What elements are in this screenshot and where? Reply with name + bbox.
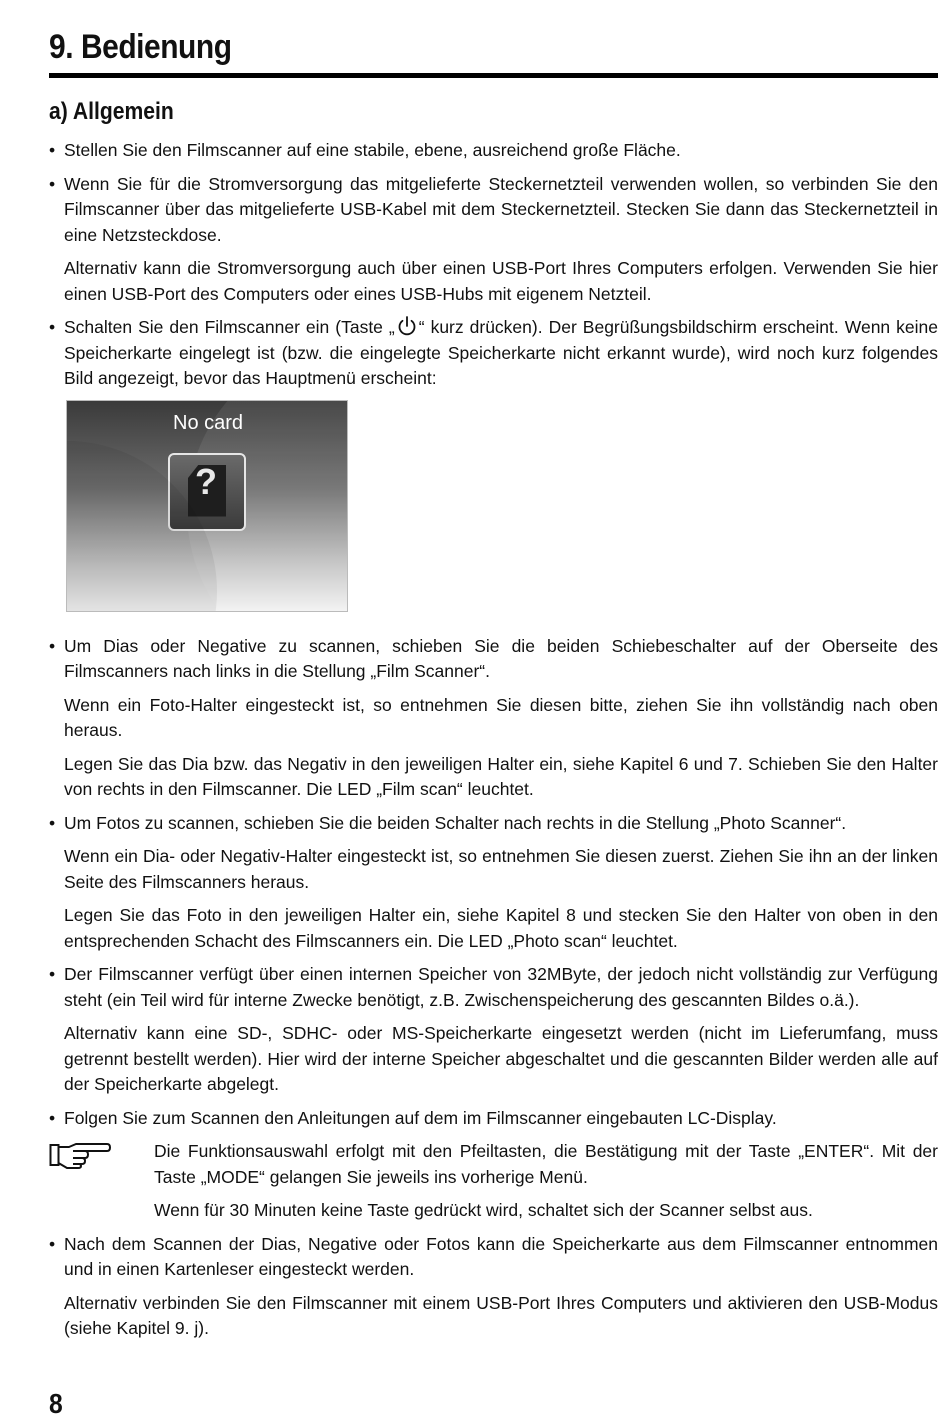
note-block <box>49 1139 938 1224</box>
sd-card-icon <box>168 453 246 531</box>
bullet-item <box>49 634 938 685</box>
note-text: Die Funktionsauswahl erfolgt mit den Pfeiltasten, die Bestätigung mit der Taste „ENTER“. Mit der Taste „MODE“ gelangen Sie jeweils ins vorherige Menü. <box>154 1141 938 1187</box>
sub-paragraph: Legen Sie das Dia bzw. das Negativ in den jeweiligen Halter ein, siehe Kapitel 6 und 7. Schieben Sie den Halter von rechts in den Filmscanner. Die LED „Film scan“ leuchtet. <box>64 753 938 799</box>
bullet-marker: • <box>49 635 56 656</box>
content <box>49 138 938 1342</box>
sub-paragraph: Alternativ kann die Stromversorgung auch über einen USB-Port Ihres Computers erfolgen. Verwenden Sie hier einen USB-Port des Computers oder eines USB-Hubs mit eigenem Netzteil. <box>64 258 938 304</box>
bullet-item <box>49 962 938 1013</box>
note-text: Wenn für 30 Minuten keine Taste gedrückt wird, schaltet sich der Scanner selbst aus. <box>154 1200 813 1220</box>
bullet-text: Folgen Sie zum Scannen den Anleitungen auf dem im Filmscanner eingebauten LC-Display. <box>64 1107 777 1128</box>
bullet-item <box>49 138 938 164</box>
bullet-item <box>49 811 938 837</box>
sub-paragraph: Wenn ein Foto-Halter eingesteckt ist, so entnehmen Sie diesen bitte, ziehen Sie ihn vollständig nach oben heraus. <box>64 694 938 740</box>
page-number: 8 <box>49 1388 63 1419</box>
pointing-hand-icon <box>49 1141 111 1169</box>
page-title: 9. Bedienung <box>49 28 232 66</box>
bullet-text-continued: “ kurz drücken). Der Begrüßungsbildschirm erscheint. Wenn keine Speicherkarte eingelegt ist (bzw. die eingelegte Speicherkarte nicht erkannt wurde), wird noch kurz folgendes Bild angezeigt, bevor das Hauptmenü erscheint: <box>64 317 939 388</box>
bullet-marker: • <box>49 1107 56 1128</box>
bullet-item <box>49 172 938 249</box>
section-heading: a) Allgemein <box>49 98 174 125</box>
sub-paragraph: Wenn ein Dia- oder Negativ-Halter eingesteckt ist, so entnehmen Sie diesen zuerst. Ziehen Sie ihn an der linken Seite des Filmscanners heraus. <box>64 846 938 892</box>
no-card-label: No card <box>173 411 244 434</box>
bullet-marker: • <box>49 317 56 337</box>
bullet-text: Der Filmscanner verfügt über einen internen Speicher von 32MByte, der jedoch nicht vollständig zur Verfügung steht (ein Teil wird für interne Zwecke benötigt, z.B. Zwischenspeicherung des gescannten Bildes o.ä.). <box>64 964 938 1010</box>
question-mark: ? <box>195 460 217 502</box>
no-card-screen <box>66 400 348 612</box>
sub-paragraph: Legen Sie das Foto in den jeweiligen Halter ein, siehe Kapitel 8 und stecken Sie den Halter von oben in den entsprechenden Schacht des Filmscanners ein. Die LED „Photo scan“ leuchtet. <box>64 905 938 951</box>
bullet-text: Um Fotos zu scannen, schieben Sie die beiden Schalter nach rechts in die Stellung „Photo Scanner“. <box>64 812 847 833</box>
bullet-item <box>49 315 938 392</box>
sub-paragraph: Alternativ kann eine SD-, SDHC- oder MS-Speicherkarte eingesetzt werden (nicht im Lieferumfang, muss getrennt bestellt werden). Hier wird der interne Speicher abgeschaltet und die gescannten Bilder werden alle auf der Speicherkarte abgelegt. <box>64 1023 938 1094</box>
title-rule <box>49 73 938 78</box>
bullet-marker: • <box>49 964 56 984</box>
power-icon <box>396 315 418 337</box>
bullet-text: Wenn Sie für die Stromversorgung das mitgelieferte Steckernetzteil verwenden wollen, so verbinden Sie den Filmscanner über das mitgelieferte USB-Kabel mit dem Steckernetzteil. Stecken Sie dann das Steckernetzteil in eine Netzsteckdose. <box>64 173 938 245</box>
bullet-marker: • <box>49 173 56 194</box>
bullet-marker: • <box>49 1233 56 1254</box>
bullet-item <box>49 1232 938 1283</box>
bullet-text: Nach dem Scannen der Dias, Negative oder Fotos kann die Speicherkarte aus dem Filmscanner entnommen und in einen Kartenleser eingesteckt werden. <box>64 1233 938 1279</box>
bullet-marker: • <box>49 140 56 160</box>
bullet-item <box>49 1106 938 1132</box>
bullet-marker: • <box>49 812 56 833</box>
bullet-text: Um Dias oder Negative zu scannen, schieben Sie die beiden Schiebeschalter auf der Oberseite des Filmscanners nach links in die Stellung „Film Scanner“. <box>64 635 938 681</box>
bullet-text: Schalten Sie den Filmscanner ein (Taste „ <box>64 317 395 337</box>
sub-paragraph: Alternativ verbinden Sie den Filmscanner mit einem USB-Port Ihres Computers und aktivieren den USB-Modus (siehe Kapitel 9. j). <box>64 1292 938 1338</box>
bullet-text: Stellen Sie den Filmscanner auf eine stabile, ebene, ausreichend große Fläche. <box>64 140 681 160</box>
